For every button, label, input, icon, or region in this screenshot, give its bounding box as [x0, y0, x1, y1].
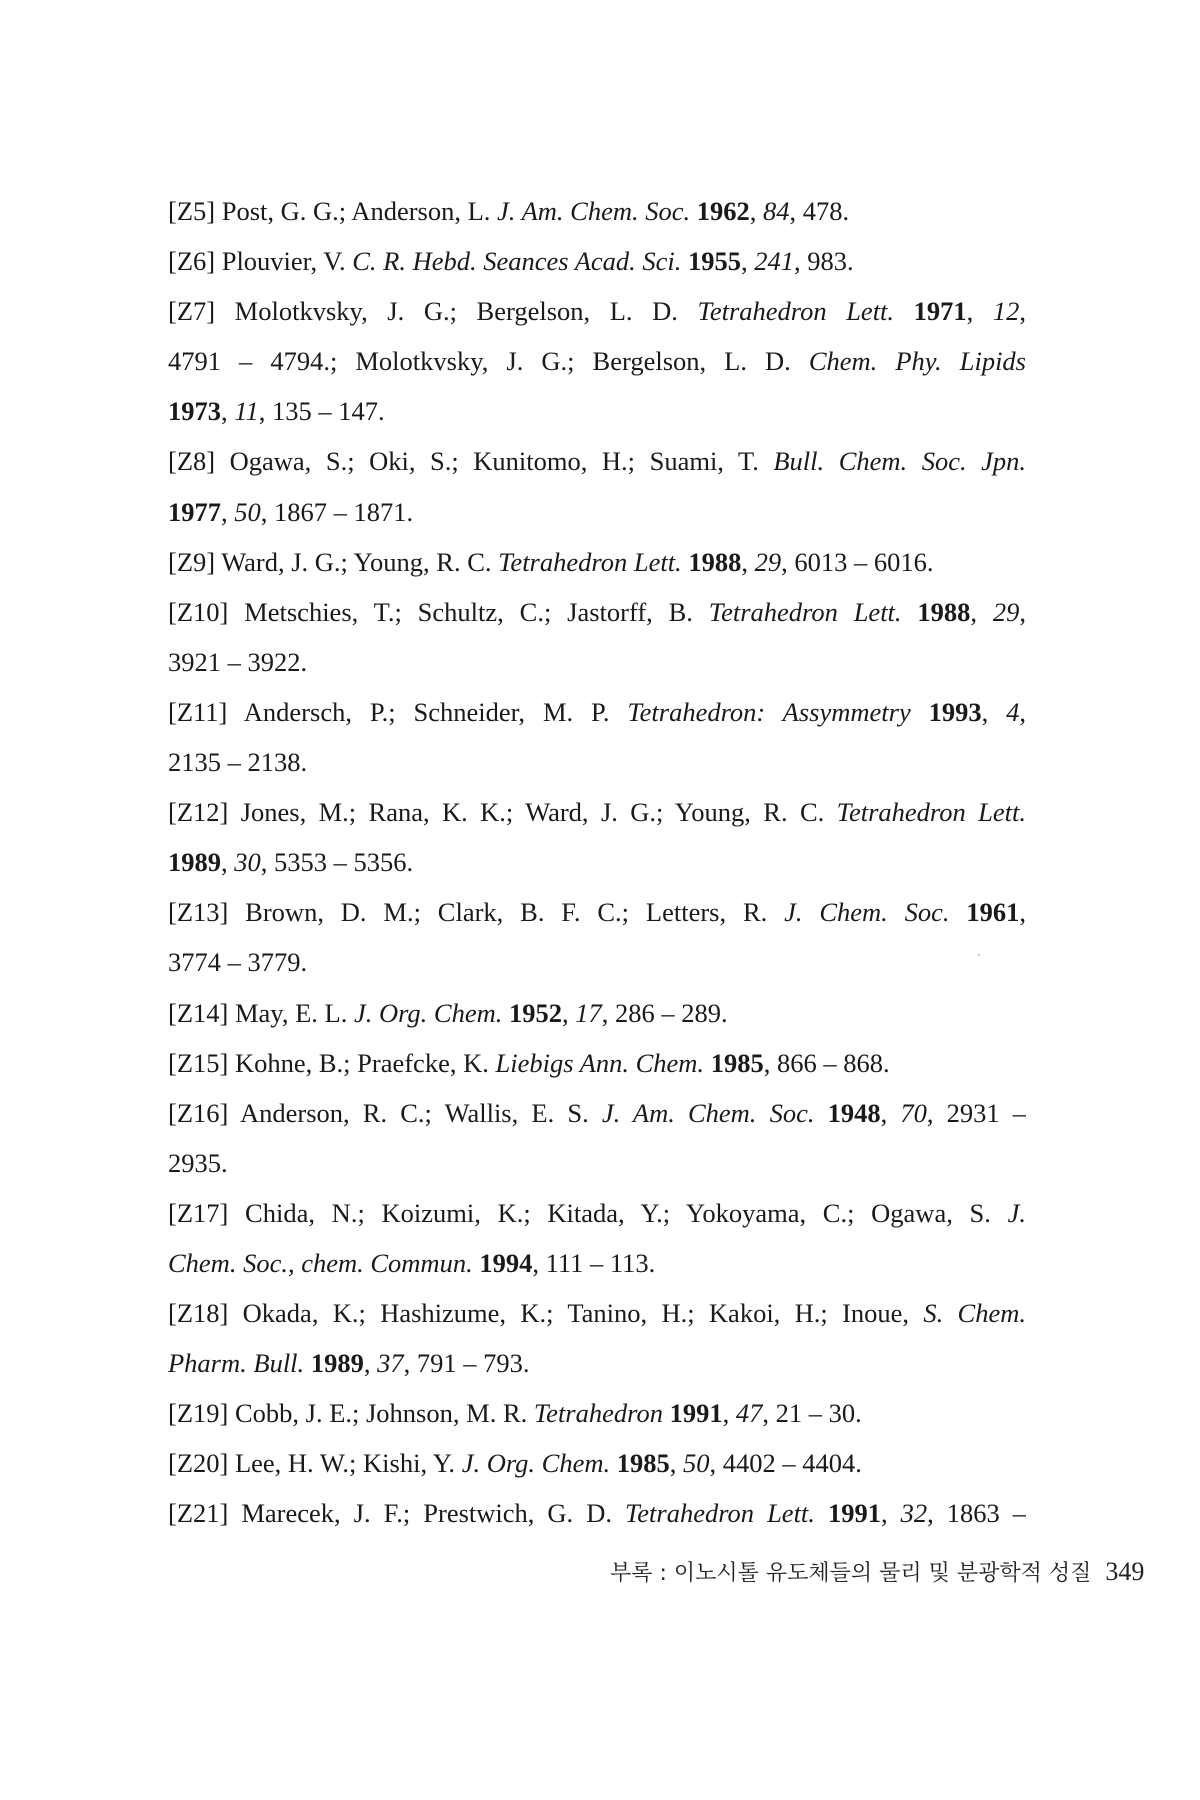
- reference-line: [168, 837, 1026, 887]
- reference-line: [168, 637, 1026, 687]
- journal-text: 50: [683, 1448, 710, 1479]
- reference-entry: [168, 587, 1026, 687]
- citation-text: [Z5] Post, G. G.; Anderson, L.: [168, 196, 498, 226]
- journal-text: J. Am. Chem. Soc.: [497, 196, 691, 226]
- reference-line: [168, 186, 1026, 236]
- journal-text: 17: [575, 997, 602, 1028]
- journal-text: 37: [377, 1348, 404, 1379]
- journal-text: 47: [735, 1398, 763, 1429]
- citation-text: [Z15] Kohne, B.; Praefcke, K.: [168, 1047, 496, 1078]
- citation-text: ,: [741, 546, 755, 577]
- citation-text: , 866 – 868.: [763, 1047, 890, 1078]
- citation-text: , 135 – 147.: [258, 396, 385, 427]
- citation-text: [Z10] Metschies, T.; Schultz, C.; Jastorff, B.: [168, 596, 709, 627]
- year-text: 1991: [669, 1398, 723, 1429]
- year-text: 1977: [168, 496, 221, 527]
- journal-text: C. R. Hebd. Seances Acad. Sci.: [352, 246, 682, 277]
- reference-entry: [168, 1288, 1026, 1388]
- journal-text: Tetrahedron Lett.: [624, 1498, 815, 1529]
- year-text: 1952: [509, 997, 563, 1028]
- reference-line: [168, 1138, 1026, 1188]
- journal-text: 12: [992, 296, 1020, 327]
- year-text: 1971: [913, 296, 967, 327]
- journal-text: Pharm. Bull.: [168, 1348, 305, 1379]
- journal-text: 11: [234, 396, 259, 427]
- citation-text: [Z9] Ward, J. G.; Young, R. C.: [168, 546, 499, 577]
- citation-text: ,: [970, 596, 993, 627]
- citation-text: , 21 – 30.: [762, 1398, 862, 1429]
- reference-line: [168, 687, 1026, 737]
- journal-text: 241: [754, 246, 795, 277]
- reference-entry: [168, 988, 1026, 1038]
- reference-entry: [168, 1388, 1026, 1438]
- citation-text: ,: [880, 1498, 901, 1529]
- citation-text: [Z21] Marecek, J. F.; Prestwich, G. D.: [168, 1498, 625, 1529]
- reference-line: [168, 887, 1026, 937]
- citation-text: [Z19] Cobb, J. E.; Johnson, M. R.: [168, 1398, 534, 1429]
- reference-entry: [168, 1488, 1026, 1538]
- citation-text: ,: [722, 1398, 736, 1429]
- reference-line: [168, 1338, 1026, 1388]
- citation-text: [894, 296, 914, 326]
- reference-line: [168, 787, 1026, 837]
- journal-text: 4: [1006, 696, 1020, 727]
- reference-line: [168, 937, 1026, 987]
- reference-entry: [168, 537, 1026, 587]
- citation-text: [Z6] Plouvier, V.: [168, 246, 353, 277]
- citation-text: [Z20] Lee, H. W.; Kishi, Y.: [168, 1448, 462, 1479]
- page-number: 349: [1105, 1557, 1145, 1586]
- reference-line: [168, 1188, 1026, 1238]
- reference-entry: [168, 687, 1026, 787]
- journal-text: S. Chem.: [923, 1298, 1026, 1329]
- year-text: 1989: [168, 847, 221, 878]
- citation-text: [814, 1098, 827, 1128]
- citation-text: , 478.: [789, 196, 850, 226]
- journal-text: J. Org. Chem.: [461, 1448, 611, 1479]
- year-text: 1991: [827, 1498, 881, 1529]
- citation-text: ,: [966, 296, 993, 327]
- reference-line: [168, 1088, 1026, 1138]
- citation-text: , 4402 – 4404.: [709, 1448, 862, 1479]
- citation-text: [610, 1448, 617, 1478]
- reference-line: [168, 1488, 1026, 1538]
- reference-line: [168, 587, 1026, 637]
- citation-text: 2935.: [168, 1147, 228, 1178]
- reference-line: [168, 386, 1026, 436]
- citation-text: [663, 1398, 670, 1428]
- citation-text: ,: [221, 496, 235, 527]
- citation-text: [911, 697, 929, 727]
- reference-line: [168, 1288, 1026, 1338]
- citation-text: ,: [669, 1448, 683, 1479]
- journal-text: 29: [754, 546, 782, 577]
- reference-entry: [168, 186, 1026, 236]
- citation-text: 4791 – 4794.; Molotkvsky, J. G.; Bergelson, L. D.: [168, 346, 809, 377]
- citation-text: ,: [880, 1097, 901, 1128]
- year-text: 1955: [688, 246, 742, 277]
- year-text: 1961: [966, 897, 1020, 928]
- journal-text: 50: [234, 496, 261, 527]
- scan-speck: [978, 954, 980, 956]
- reference-line: [168, 487, 1026, 537]
- journal-text: Tetrahedron Lett.: [697, 296, 895, 327]
- citation-text: [704, 1048, 711, 1078]
- journal-text: 84: [762, 196, 790, 226]
- reference-entry: [168, 436, 1026, 536]
- citation-text: ,: [221, 847, 235, 878]
- citation-text: [Z13] Brown, D. M.; Clark, B. F. C.; Letters, R.: [168, 897, 785, 928]
- journal-text: Liebigs Ann. Chem.: [495, 1047, 705, 1078]
- journal-text: 32: [900, 1498, 928, 1529]
- citation-text: [902, 597, 918, 627]
- citation-text: ,: [562, 997, 576, 1028]
- citation-text: 2135 – 2138.: [168, 747, 308, 778]
- reference-list: [168, 186, 1026, 1539]
- journal-text: Tetrahedron Lett.: [708, 596, 902, 627]
- year-text: 1988: [688, 546, 742, 577]
- journal-text: Tetrahedron Lett.: [836, 797, 1026, 828]
- reference-line: [168, 537, 1026, 587]
- citation-text: ,: [1019, 696, 1026, 727]
- citation-text: [Z18] Okada, K.; Hashizume, K.; Tanino, H.; Kakoi, H.; Inoue,: [168, 1298, 924, 1329]
- citation-text: ,: [1019, 596, 1026, 627]
- reference-entry: [168, 236, 1026, 286]
- reference-line: [168, 436, 1026, 486]
- reference-entry: [168, 1038, 1026, 1088]
- reference-entry: [168, 1188, 1026, 1288]
- citation-text: [Z17] Chida, N.; Koizumi, K.; Kitada, Y.; Yokoyama, C.; Ogawa, S.: [168, 1197, 1008, 1228]
- citation-text: 3921 – 3922.: [168, 646, 308, 677]
- reference-entry: [168, 787, 1026, 887]
- reference-line: [168, 737, 1026, 787]
- citation-text: , 2931 –: [926, 1097, 1026, 1128]
- journal-text: 29: [992, 596, 1020, 627]
- year-text: 1989: [310, 1348, 364, 1379]
- journal-text: Tetrahedron: Assymmetry: [627, 696, 911, 727]
- year-text: 1985: [616, 1448, 670, 1479]
- citation-text: [Z16] Anderson, R. C.; Wallis, E. S.: [168, 1097, 602, 1128]
- reference-entry: [168, 1088, 1026, 1188]
- reference-line: [168, 236, 1026, 286]
- running-title: 부록 : 이노시톨 유도체들의 물리 및 분광학적 성질: [610, 1561, 1092, 1586]
- citation-text: [950, 897, 967, 927]
- reference-line: [168, 1038, 1026, 1088]
- citation-text: ,: [1019, 296, 1026, 327]
- citation-text: [690, 196, 697, 226]
- year-text: 1985: [710, 1047, 764, 1078]
- reference-line: [168, 988, 1026, 1038]
- reference-line: [168, 1438, 1026, 1488]
- reference-line: [168, 1388, 1026, 1438]
- citation-text: [Z8] Ogawa, S.; Oki, S.; Kunitomo, H.; Suami, T.: [168, 446, 774, 477]
- journal-text: J. Org. Chem.: [353, 997, 503, 1028]
- citation-text: 3774 – 3779.: [168, 947, 308, 978]
- journal-text: Chem. Phy. Lipids: [808, 346, 1026, 377]
- year-text: 1988: [917, 596, 971, 627]
- citation-text: [304, 1348, 311, 1378]
- reference-entry: [168, 1438, 1026, 1488]
- citation-text: ,: [1019, 897, 1026, 928]
- reference-entry: [168, 887, 1026, 987]
- citation-text: [Z7] Molotkvsky, J. G.; Bergelson, L. D.: [168, 296, 698, 327]
- reference-line: [168, 286, 1026, 336]
- journal-text: J. Am. Chem. Soc.: [601, 1097, 815, 1128]
- year-text: 1993: [928, 696, 982, 727]
- citation-text: ,: [981, 696, 1007, 727]
- journal-text: 70: [900, 1097, 927, 1128]
- year-text: 1948: [827, 1097, 881, 1128]
- page-footer: [610, 1556, 1144, 1587]
- citation-text: [Z11] Andersch, P.; Schneider, M. P.: [168, 696, 628, 727]
- citation-text: ,: [363, 1348, 378, 1379]
- journal-text: Tetrahedron Lett.: [498, 546, 682, 577]
- citation-text: ,: [221, 396, 235, 427]
- year-text: 1994: [479, 1247, 533, 1278]
- journal-text: J.: [1007, 1197, 1026, 1228]
- citation-text: , 111 – 113.: [532, 1247, 656, 1278]
- year-text: 1973: [168, 396, 221, 427]
- citation-text: , 1867 – 1871.: [260, 496, 414, 527]
- journal-text: Chem. Soc., chem. Commun.: [168, 1247, 473, 1278]
- citation-text: , 286 – 289.: [601, 997, 728, 1028]
- citation-text: , 6013 – 6016.: [781, 546, 934, 577]
- journal-text: Tetrahedron: [533, 1398, 663, 1429]
- citation-text: ,: [749, 196, 763, 226]
- citation-text: , 983.: [794, 246, 854, 277]
- citation-text: , 5353 – 5356.: [260, 847, 414, 878]
- reference-line: [168, 1238, 1026, 1288]
- citation-text: [Z14] May, E. L.: [168, 997, 354, 1028]
- journal-text: 30: [234, 847, 261, 878]
- journal-text: Bull. Chem. Soc. Jpn.: [773, 446, 1026, 477]
- citation-text: , 1863 –: [927, 1498, 1026, 1529]
- reference-line: [168, 336, 1026, 386]
- citation-text: [Z12] Jones, M.; Rana, K. K.; Ward, J. G.; Young, R. C.: [168, 797, 837, 828]
- journal-text: J. Chem. Soc.: [784, 897, 950, 928]
- citation-text: [815, 1498, 828, 1528]
- citation-text: ,: [741, 246, 755, 277]
- reference-entry: [168, 286, 1026, 436]
- citation-text: , 791 – 793.: [403, 1348, 530, 1379]
- year-text: 1962: [696, 196, 750, 226]
